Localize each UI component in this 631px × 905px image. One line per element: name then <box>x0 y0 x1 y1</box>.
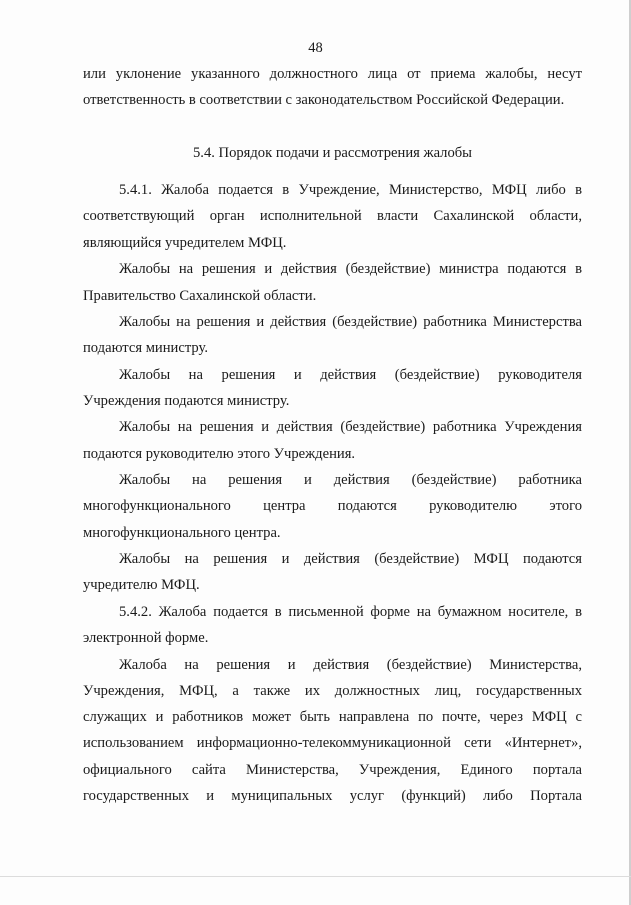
text-line: Учреждения, МФЦ, а также их должностных лиц, государственных <box>83 683 582 699</box>
section-heading: 5.4. Порядок подачи и рассмотрения жалобы <box>193 145 472 161</box>
text-line: использованием информационно-телекоммуникационной сети «Интернет», <box>83 735 582 751</box>
text-line: многофункционального центра подаются руководителю этого <box>83 498 582 514</box>
document-body <box>83 0 582 905</box>
text-line: электронной форме. <box>83 630 209 646</box>
text-line: Жалобы на решения и действия (бездействие) руководителя <box>119 367 582 383</box>
text-line: Жалобы на решения и действия (бездействие) работника Министерства <box>119 314 582 330</box>
text-line: Жалобы на решения и действия (бездействие) МФЦ подаются <box>119 551 582 567</box>
page-number: 48 <box>308 40 323 56</box>
text-line: или уклонение указанного должностного лица от приема жалобы, несут <box>83 66 582 82</box>
text-line: Жалобы на решения и действия (бездействие) работника Учреждения <box>119 419 582 435</box>
text-line: многофункционального центра. <box>83 525 281 541</box>
text-line: соответствующий орган исполнительной власти Сахалинской области, <box>83 208 582 224</box>
text-line: 5.4.2. Жалоба подается в письменной форме на бумажном носителе, в <box>119 604 582 620</box>
text-line: государственных и муниципальных услуг (функций) либо Портала <box>83 788 582 804</box>
text-line: подаются министру. <box>83 340 208 356</box>
text-line: официального сайта Министерства, Учреждения, Единого портала <box>83 762 582 778</box>
text-line: Правительство Сахалинской области. <box>83 288 317 304</box>
page-edge-bottom <box>0 876 631 877</box>
text-line: учредителю МФЦ. <box>83 577 200 593</box>
text-line: 5.4.1. Жалоба подается в Учреждение, Министерство, МФЦ либо в <box>119 182 582 198</box>
text-line: Жалобы на решения и действия (бездействие) работника <box>119 472 582 488</box>
text-line: Жалоба на решения и действия (бездействие) Министерства, <box>119 657 582 673</box>
text-line: являющийся учредителем МФЦ. <box>83 235 287 251</box>
text-line: Жалобы на решения и действия (бездействие) министра подаются в <box>119 261 582 277</box>
text-line: Учреждения подаются министру. <box>83 393 290 409</box>
text-line: ответственность в соответствии с законодательством Российской Федерации. <box>83 92 565 108</box>
text-line: подаются руководителю этого Учреждения. <box>83 446 356 462</box>
text-line: служащих и работников может быть направлена по почте, через МФЦ с <box>83 709 582 725</box>
